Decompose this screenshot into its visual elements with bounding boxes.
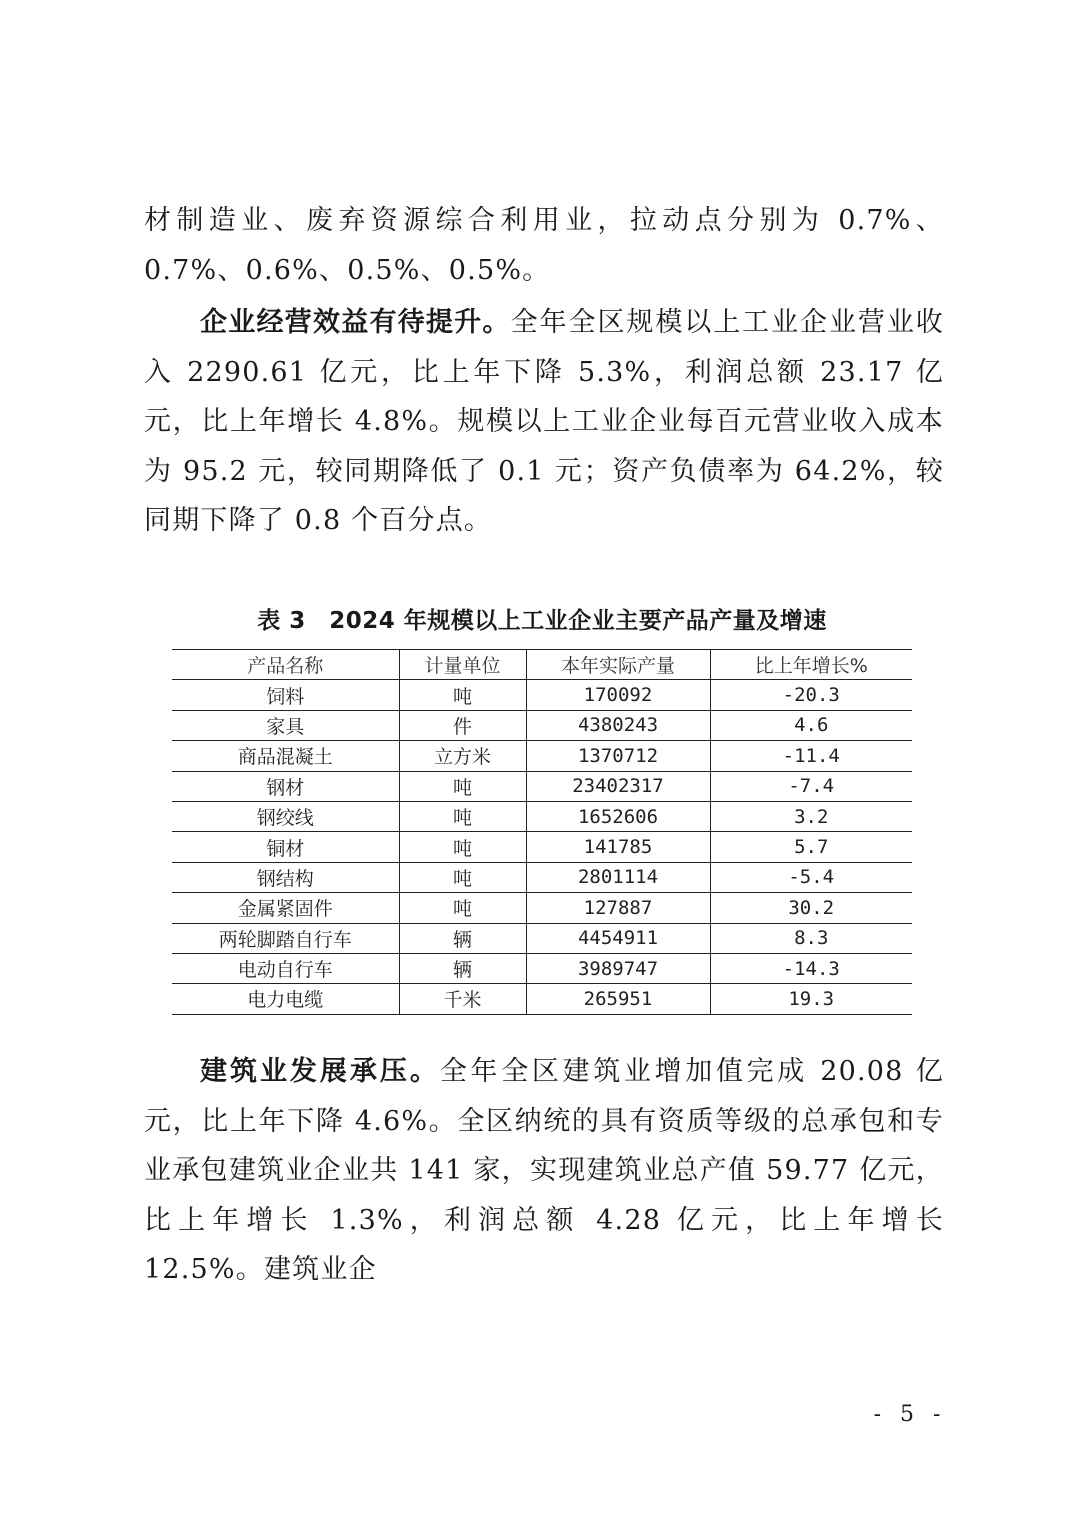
page-number: - 5 - (873, 1402, 947, 1427)
table-row (172, 923, 912, 953)
cell-unit: 吨 (399, 801, 526, 831)
cell-actual-output: 141785 (526, 832, 710, 862)
cell-growth-rate: -7.4 (710, 771, 912, 801)
cell-unit: 千米 (399, 984, 526, 1014)
table-row (172, 953, 912, 983)
table-row (172, 710, 912, 740)
table-row (172, 832, 912, 862)
header-actual-output: 本年实际产量 (526, 650, 710, 680)
cell-growth-rate: -20.3 (710, 680, 912, 710)
table-caption: 表 3 2024 年规模以上工业企业主要产品产量及增速 (257, 608, 827, 634)
cell-actual-output: 127887 (526, 893, 710, 923)
cell-unit: 辆 (399, 953, 526, 983)
cell-actual-output: 1652606 (526, 801, 710, 831)
table-row (172, 771, 912, 801)
cell-growth-rate: 4.6 (710, 710, 912, 740)
cell-growth-rate: -5.4 (710, 862, 912, 892)
cell-unit: 吨 (399, 862, 526, 892)
paragraph-lead-heading: 建筑业发展承压。 (200, 1056, 440, 1087)
cell-unit: 吨 (399, 832, 526, 862)
table-row (172, 984, 912, 1014)
paragraph-construction (144, 1047, 944, 1295)
paragraph-text: 全年全区规模以上工业企业营业收入 2290.61 亿元，比上年下降 5.3%，利润总额 23.17 亿元，比上年增长 4.8%。规模以上工业企业每百元营业收入成本为 95.2 元，较同期降低了 0.1 元；资产负债率为 64.2%，较同期下降了 0.8 个百分点。 (144, 307, 944, 536)
paragraph-lead-heading: 企业经营效益有待提升。 (200, 307, 511, 338)
table-row (172, 862, 912, 892)
header-unit: 计量单位 (399, 650, 526, 680)
table-row (172, 893, 912, 923)
cell-growth-rate: -11.4 (710, 741, 912, 771)
cell-product-name: 两轮脚踏自行车 (172, 923, 399, 953)
table-row (172, 680, 912, 710)
cell-unit: 件 (399, 710, 526, 740)
table-row (172, 741, 912, 771)
table-header-row (172, 650, 912, 680)
cell-product-name: 商品混凝土 (172, 741, 399, 771)
cell-product-name: 家具 (172, 710, 399, 740)
cell-growth-rate: -14.3 (710, 953, 912, 983)
product-output-table (172, 649, 912, 1015)
cell-unit: 吨 (399, 893, 526, 923)
table-body (172, 680, 912, 1014)
paragraph-enterprise-efficiency (144, 298, 944, 546)
header-product-name: 产品名称 (172, 650, 399, 680)
cell-growth-rate: 5.7 (710, 832, 912, 862)
cell-unit: 辆 (399, 923, 526, 953)
cell-unit: 立方米 (399, 741, 526, 771)
cell-actual-output: 23402317 (526, 771, 710, 801)
cell-product-name: 钢材 (172, 771, 399, 801)
cell-actual-output: 170092 (526, 680, 710, 710)
cell-unit: 吨 (399, 771, 526, 801)
cell-product-name: 金属紧固件 (172, 893, 399, 923)
cell-growth-rate: 30.2 (710, 893, 912, 923)
cell-actual-output: 2801114 (526, 862, 710, 892)
cell-actual-output: 3989747 (526, 953, 710, 983)
cell-actual-output: 4380243 (526, 710, 710, 740)
cell-actual-output: 4454911 (526, 923, 710, 953)
cell-product-name: 钢结构 (172, 862, 399, 892)
paragraph-text: 材制造业、废弃资源综合利用业，拉动点分别为 0.7%、0.7%、0.6%、0.5%、0.5%。 (144, 205, 944, 286)
paragraph-industry-contribution (144, 196, 944, 295)
cell-growth-rate: 8.3 (710, 923, 912, 953)
cell-growth-rate: 19.3 (710, 984, 912, 1014)
cell-product-name: 电力电缆 (172, 984, 399, 1014)
cell-actual-output: 265951 (526, 984, 710, 1014)
cell-growth-rate: 3.2 (710, 801, 912, 831)
table-row (172, 801, 912, 831)
cell-unit: 吨 (399, 680, 526, 710)
header-growth-rate: 比上年增长% (710, 650, 912, 680)
cell-product-name: 铜材 (172, 832, 399, 862)
cell-actual-output: 1370712 (526, 741, 710, 771)
cell-product-name: 钢绞线 (172, 801, 399, 831)
cell-product-name: 电动自行车 (172, 953, 399, 983)
cell-product-name: 饲料 (172, 680, 399, 710)
paragraph-text: 全年全区建筑业增加值完成 20.08 亿元，比上年下降 4.6%。全区纳统的具有资质等级的总承包和专业承包建筑业企业共 141 家，实现建筑业总产值 59.77 亿元，比上年增长 1.3%，利润总额 4.28 亿元，比上年增长 12.5%。建筑业企 (144, 1056, 945, 1285)
